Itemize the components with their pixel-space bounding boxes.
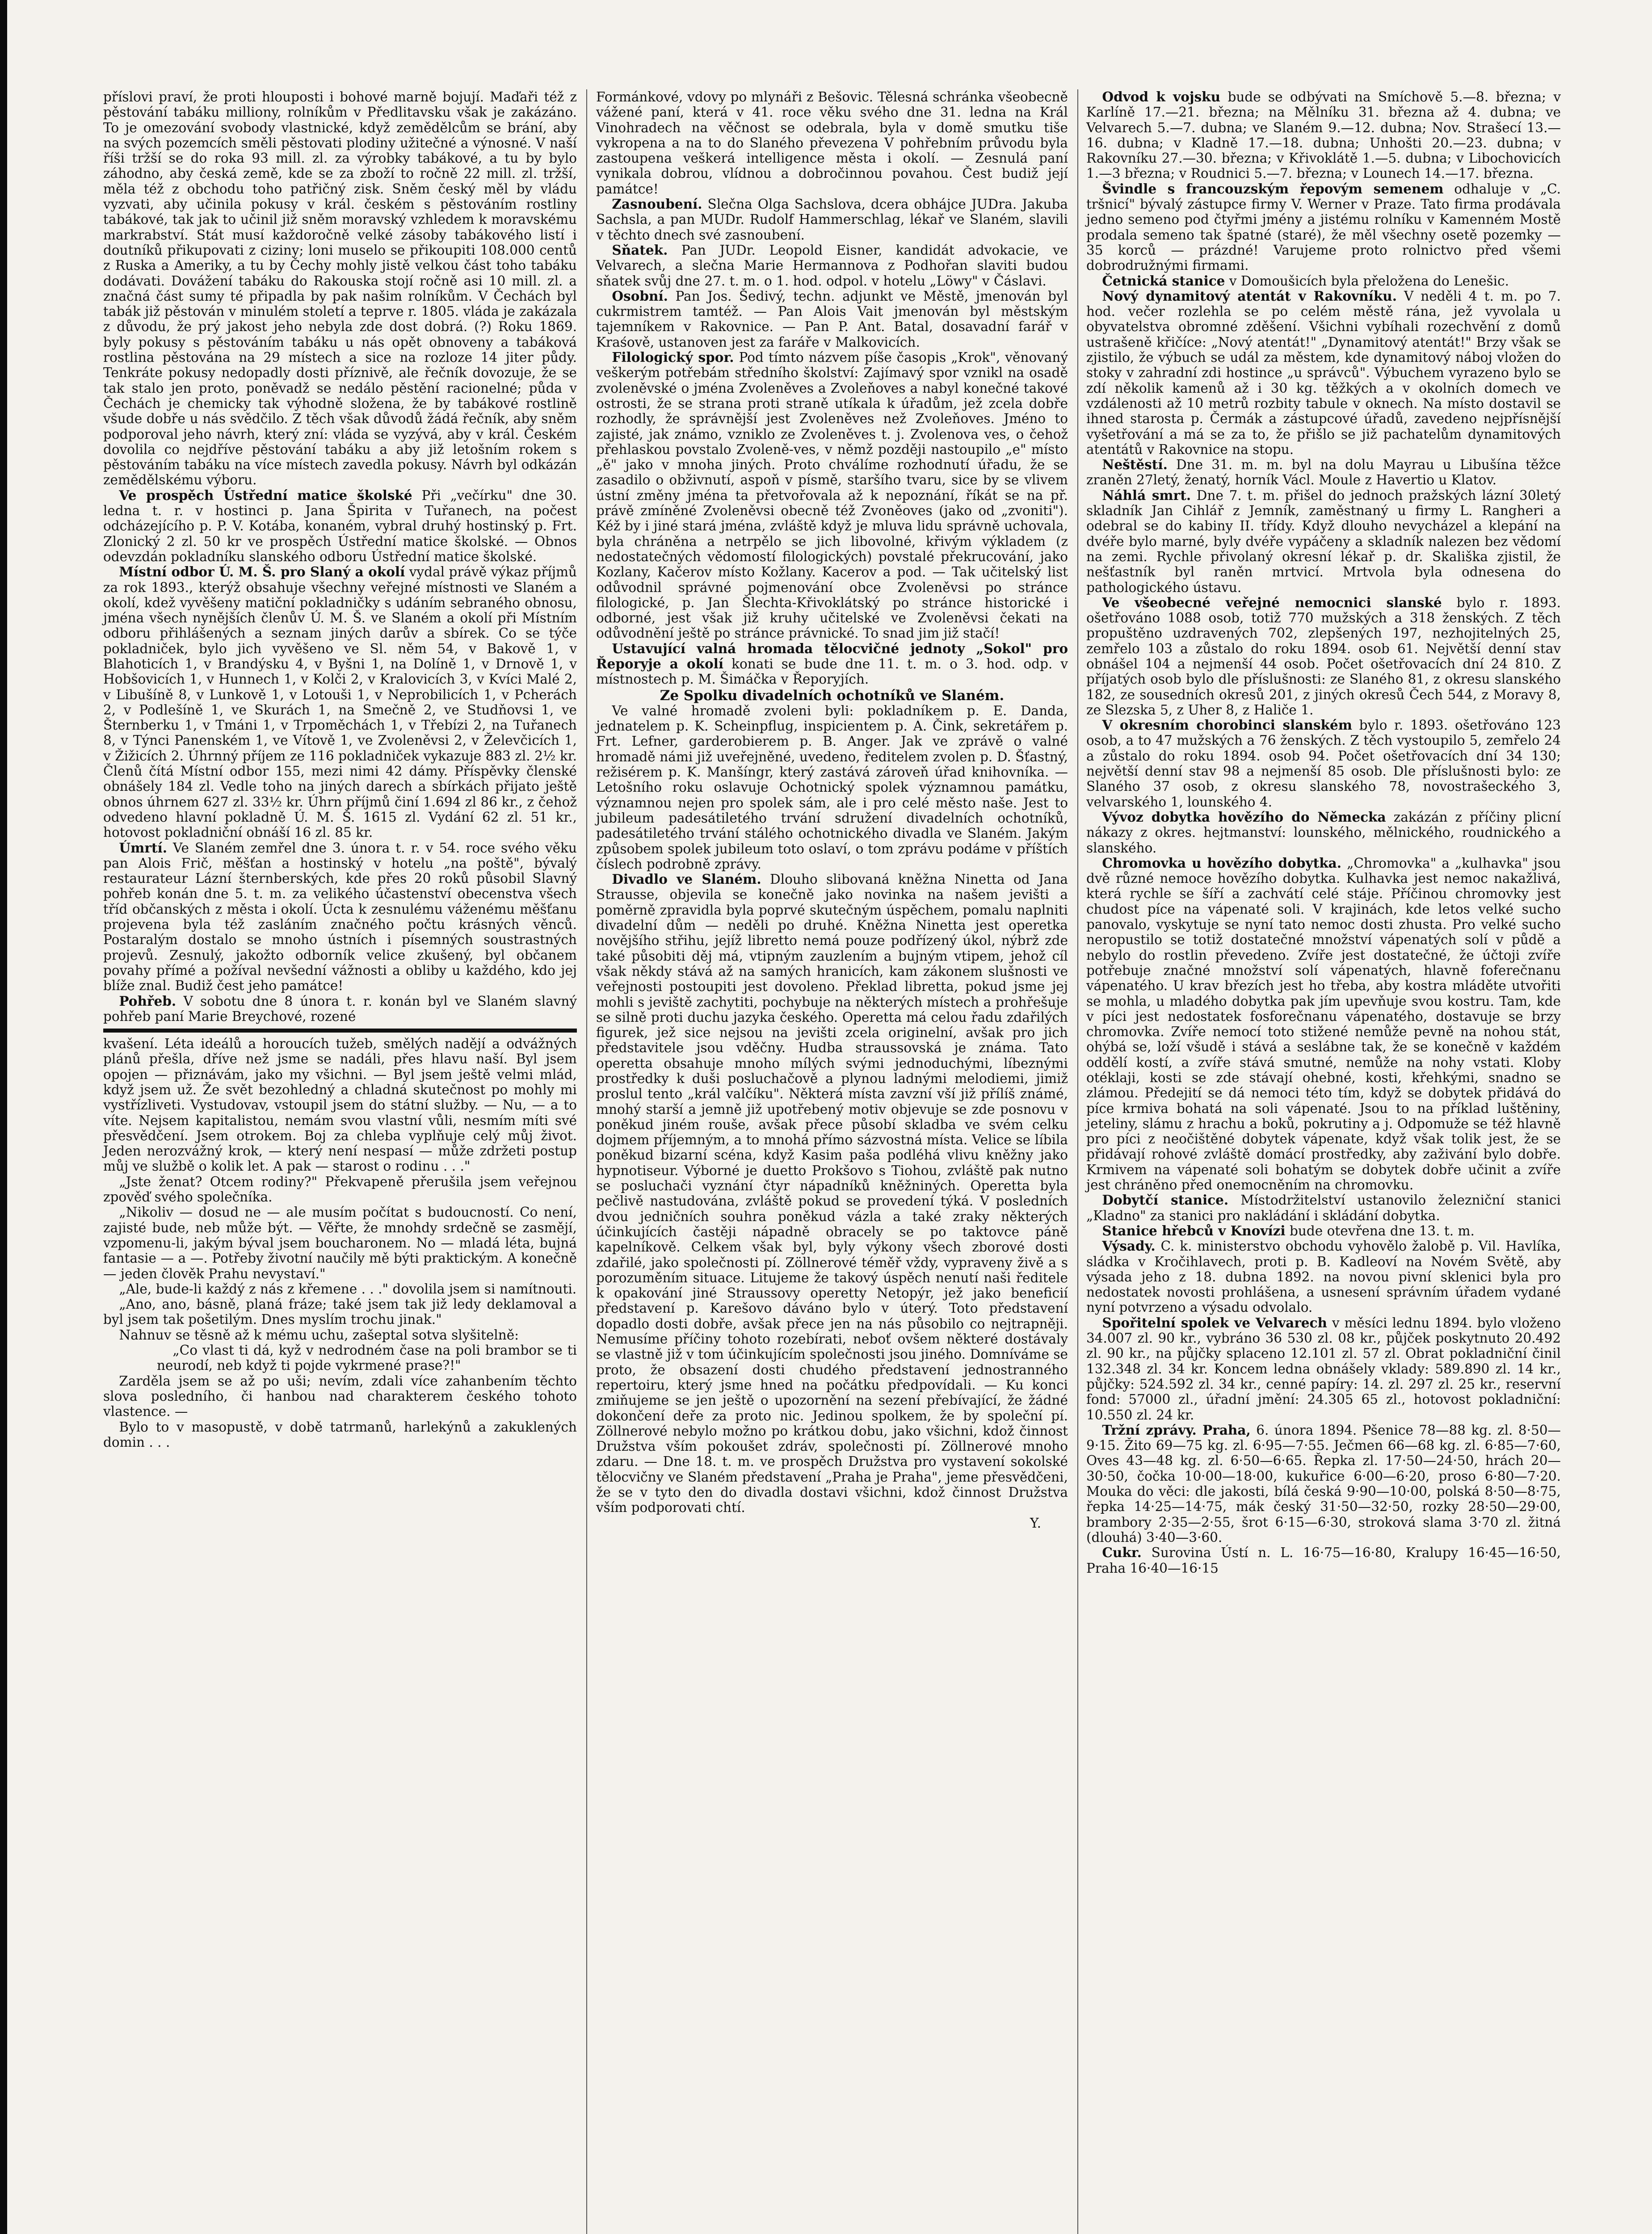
heading-valna-hromada: Ustavující valná hromada tělocvičné jednoty „Sokol" pro Řeporyje a okolí	[596, 640, 1068, 672]
heading-filologicky-spor: Filologický spor.	[612, 349, 734, 365]
text-svindle: odhaluje v „C. tršnicí" bývalý zástupce firmy V. Werner v Praze. Tato firma prodávala jedno semeno pod čtyřmi jmény a jistému rolníku v Kamenném Mostě prodala semeno tak špatné (staré), že měl všechny osetě pozemky — 35 korců — prázdné! Varujeme proto rolnictvo před všemi dobrodružnými firmami.	[1086, 181, 1561, 273]
article-formankova: Formánkové, vdovy po mlynáři z Bešovic. Tělesná schránka všeobecně vážené paní, která v 41. roce věku svého dne 31. ledna na Král Vinohradech na věčnost se odebrala, byla v domě smutku tiše vykropena a na to do Slaného převezena V pohřebním průvodu byla zastoupena veškerá intelligence města i okolí. — Zesnulá paní vynikala dobrou, vlídnou a dobročinnou povahou. Čest budiž její památce!	[596, 89, 1068, 197]
heading-chorobinec: V okresním chorobinci slanském	[1102, 717, 1352, 733]
heading-odvod: Odvod k vojsku	[1102, 89, 1221, 105]
text-snatek: Pan JUDr. Leopold Eisner, kandidát advokacie, ve Velvarech, a slečna Marie Hermannova z Podhořan slaviti budou sňatek svůj dne 27. t. m. o 1. hod. odpol. v hotelu „Löwy" v Čáslavi.	[596, 242, 1068, 289]
article-chromovka	[1086, 856, 1561, 1193]
heading-divadlo: Divadlo ve Slaném.	[612, 871, 761, 887]
feuilleton-paragraph: Bylo to v masopustě, v době tatrmanů, harlekýnů a zakuklených domin . . .	[103, 1419, 577, 1450]
text-stanice-hrebcu: bude otevřena dne 13. t. m.	[1290, 1223, 1475, 1239]
article-cukr	[1086, 1545, 1561, 1576]
heading-osobni: Osobní.	[612, 288, 668, 304]
text-nestesti: Dne 31. m. m. byl na dolu Mayrau u Libušína těžce zraněn 27letý, ženatý, horník Václ. Moule z Havertio u Klatov.	[1086, 457, 1561, 488]
text-vyvoz: zakázán z příčiny plicní nákazy z okres. hejtmanství: lounského, mělnického, roudnického a slanského.	[1086, 809, 1561, 856]
text-spolek-ochotniku: Ve valné hromadě zvoleni byli: pokladníkem p. E. Danda, jednatelem p. K. Scheinpflug, inspicientem p. A. Čink, sekretářem p. Frt. Lefner, garderobierem p. B. Anger. Jak ve zprávě o valné hromadě námi již uveřejněné, uvedeno, ředitelem zvolen p. D. Šťastný, režisérem p. K. Manšíngr, který zastává zároveň úřad knihovníka. — Letošního roku oslavuje Ochotnický spolek významnou památku, významnou nejen pro spolek sám, ale i pro celé město naše. Jest to jubileum padesátiletého trvání sdružení divadelních ochotníků, padesátiletého trvání stálého ochotnického divadla ve Slaném. Jakým způsobem spolek jubileum toto oslaví, o tom zprávu podáme v příštích číslech podrobně zprávy.	[596, 703, 1068, 872]
heading-vysady: Výsady.	[1102, 1238, 1156, 1254]
article-atentat	[1086, 289, 1561, 457]
heading-matice: Ve prospěch Ústřední matice školské	[119, 487, 412, 503]
heading-cetnicka: Četnická stanice	[1102, 273, 1225, 289]
heading-snatek: Sňatek.	[612, 242, 668, 258]
heading-vyvoz: Vývoz dobytka hovězího do Německa	[1102, 809, 1386, 825]
heading-cukr: Cukr.	[1102, 1545, 1142, 1561]
column-1	[103, 89, 577, 1450]
article-chorobinec	[1086, 718, 1561, 810]
article-matice	[103, 488, 577, 564]
text-matice: Při „večírku" dne 30. ledna t. r. v hostinci p. Jana Špirita v Tuřanech, na počest odcházejícího p. P. V. Kotába, konaném, vybral druhý hostinský p. Frt. Zlonický 2 zl. 50 kr ve prospěch Ústřední matice školské. — Obnos odevzdán pokladníku slanského odboru Ústřední matice školské.	[103, 487, 577, 564]
article-odvod	[1086, 89, 1561, 181]
article-nemocnice	[1086, 595, 1561, 718]
text-cukr: Surovina Ústí n. L. 16·75—16·80, Kralupy 16·45—16·50, Praha 16·40—16·15	[1086, 1545, 1561, 1576]
article-stanice-hrebcu	[1086, 1223, 1561, 1239]
heading-dobytci-stanice: Dobytčí stanice.	[1102, 1192, 1229, 1208]
article-filologicky-spor	[596, 350, 1068, 641]
article-valna-hromada	[596, 641, 1068, 687]
text-odbor: vydal právě výkaz příjmů za rok 1893., kterýž obsahuje všechny veřejné místnosti ve Slaném a okolí, kdež vyvěšeny matiční pokladničky s udáním sebraného obnosu, jména všech nynějších členův Ú. M. Š. ve Slaném a okolí při Místním odboru přihlášených a seznam jiných darův a sbírek. Co se týče pokladniček, bylo jich vyvěšeno ve Sl. něm 54, v Bakově 1, v Blahoticích 1, v Brandýsku 4, v Byšni 1, na Dolíně 1, v Drnově 1, v Hobšovicích 1, v Hunnech 1, v Kolči 2, v Kralovicích 3, v Kvíci Malé 2, v Libušíně 8, v Lunkově 1, v Lotouši 1, v Neprobilicích 1, v Pcherách 2, v Podlešíně 1, ve Skurách 1, na Smečně 2, ve Studňovsi 1, ve Šternberku 1, v Tmáni 1, v Trpoměchách 1, v Třebízi 2, na Tuřanech 8, v Týnci Panenském 1, ve Vítově 1, ve Zvoleněvsi 2, v Želevčicích 1, v Žižicích 2. Úhrnný příjem ze 116 pokladniček vykazuje 883 zl. 2½ kr. Členů čítá Místní odbor 155, mezi nimi 42 dámy. Příspěvky členské obnášely 184 zl. Vedle toho na jiných darech a sbírkách přijato ještě obnos úhrnem 627 zl. 33½ kr. Úhrn příjmů činí 1.694 zl 86 kr., z čehož odvedeno hlavní pokladně Ú. M. Š. 1615 zl. Vydání 62 zl. 51 kr., hotovost pokladniční obnáší 16 zl. 85 kr.	[103, 564, 577, 840]
article-umrti	[103, 840, 577, 994]
article-cetnicka	[1086, 273, 1561, 289]
text-umrti: Ve Slaném zemřel dne 3. února t. r. v 54. roce svého věku pan Alois Frič, měšťan a hostinský v hotelu „na poště", bývalý restaurateur Lázní šternberských, kde přes 20 roků působil Slavný pohřeb konán dne 5. t. m. za velikého účastenství obecenstva všech tříd občanských z města i okolí. Úcta k zesnulému váženému měšťanu projevena byla též zasláním značného počtu krásných věnců. Postaralým dostalo se mnoho ústních i písemných soustrastných projevů. Zesnulý, jakožto odborník velice zkušený, byl občanem povahy přímé a požíval nevšední vážnosti a obliby u každého, kdo jej blíže znal. Budiž čest jeho památce!	[103, 840, 577, 994]
text-nahla-smrt: Dne 7. t. m. přišel do jednoch pražských lázní 30letý skladník Jan Cihlář z Jemník, zaměstnaný u firmy L. Rangheri a odebral se do kabiny II. třídy. Když dlouho nevycházel a klepání na dvéře bylo marné, byly dvéře vypáčeny a skladník nalezen bez vědomí na zemi. Rychle přivolaný okresní lékař p. dr. Skališka zjistil, že nešťastník byl raněn mrtvicí. Mrtvola byla odnesena do pathologického ústavu.	[1086, 487, 1561, 595]
text-cetnicka: v Domoušicích byla přeložena do Lenešic.	[1229, 273, 1509, 289]
heading-pohreb: Pohřeb.	[119, 993, 177, 1009]
text-osobni: Pan Jos. Šedivý, techn. adjunkt ve Městě, jmenován byl cukrmistrem tamtéž. — Pan Alois Vait jmenován byl městským tajemníkem v Rakovnice. — Pan P. Ant. Batal, dosavadní farář v Kraśově, ustanoven jest za faráře v Malkovicích.	[596, 288, 1068, 350]
column-2	[596, 89, 1068, 1531]
heading-nemocnice: Ve všeobecné veřejné nemocnici slanské	[1102, 594, 1442, 610]
column-separator	[1077, 89, 1078, 2234]
column-3	[1086, 89, 1561, 1576]
article-osobni	[596, 289, 1068, 350]
article-signature: Y.	[1030, 1515, 1041, 1531]
heading-sporitelni: Spořitelní spolek ve Velvarech	[1102, 1314, 1327, 1331]
text-dobytci-stanice: Místodržitelství ustanovilo železniční stanici „Kladno" za stanici pro nakládání i skládání dobytka.	[1086, 1193, 1561, 1223]
feuilleton-paragraph: „Nikoliv — dosud ne — ale musím počítat s budoucností. Co není, zajisté bude, neb může být. — Věřte, že mnohdy srdečně se zasmějí, vzpomenu-li, jakým býval jsem boucharonem. No — mladá léta, bujná fantasie — a —. Potřeby životní naučily mě býti praktickým. A konečně — jeden člověk Prahu nevystaví."	[103, 1205, 577, 1281]
text-nemocnice: bylo r. 1893. ošetřováno 1088 osob, totiž 770 mužských a 318 ženských. Z těch propuštěno uzdravených 702, zlepšených 197, nezhojitelných 25, zemřelo 103 a zůstalo do roku 1894. osob 61. Největší denní stav obnášel 104 a nejmenší 44 osob. Počet ošetřovacích dní 24 810. Z příjatých osob bylo dle příslušnosti: ze Slaného 81, z okresu slanského 182, ze sousedních okresů 201, z jiných okresů Čech 544, z Moravy 8, ze Slezska 5, z Uher 8, z Haliče 1.	[1086, 595, 1561, 718]
heading-chromovka: Chromovka u hovězího dobytka.	[1102, 855, 1342, 871]
heading-atentat: Nový dynamitový atentát v Rakovníku.	[1102, 288, 1397, 304]
article-divadlo	[596, 872, 1068, 1515]
feuilleton-verse: „Co vlast ti dá, kyž v nedrodném čase na poli brambor se ti neurodí, neb když ti pojde vykrmené prase?!"	[157, 1343, 577, 1373]
text-chorobinec: bylo r. 1893. ošetřováno 123 osob, a to 47 mužských a 76 ženských. Z těch vystoupilo 5, zemřelo 24 a zůstalo do roku 1894. osob 94. Počet ošetřovacích dní 34 130; největší denní stav 98 a nejmenší 85 osob. Dle příslušnosti bylo: ze Slaného 37 osob, z okresu slanského 78, novostrašeckého 3, velvarského 1, lounského 4.	[1086, 718, 1561, 810]
heading-svindle: Švindle s francouzským řepovým semenem	[1102, 181, 1444, 197]
feuilleton-paragraph: Zarděla jsem se až po uši; nevím, zdali více zahanbením těchto slova posledního, či hanbou nad charakterem českého tohoto vlastence. —	[103, 1373, 577, 1419]
heading-stanice-hrebcu: Stanice hřebců v Knovízi	[1102, 1222, 1286, 1239]
text-atentat: V neděli 4 t. m. po 7. hod. večer rozlehla se po celém městě rána, jež vyvolala u obyvatelstva obromné zděšení. Všichni vybíhali rozechvění z domů ustrašeně křičíce: „Nový atentát!" „Dynamitový atentát!" Brzy však se zjistilo, že výbuch se udál za městem, kde dynamitový náboj vložen do stoky v zahradní zdi hostince „u správců". Výbuchem vyrazeno bylo se zdí několik kamenů až i 30 kg. těžkých a v okolních domech ve vzdálenosti až 10 metrů rozbity tabule v oknech. Na místo dostavil se ihned starosta p. Čermák a zástupcové úřadů, zavedeno nejpřísnější vyšetřování a má se za to, že přišlo se již pachatelům dynamitových atentátů v Rakovnice na stopu.	[1086, 288, 1561, 457]
article-snatek	[596, 243, 1068, 289]
text-sporitelni: v měsíci lednu 1894. bylo vloženo 34.007 zl. 90 kr., vybráno 36 530 zl. 08 kr., půjček poskytnuto 20.492 zl. 90 kr., na půjčky splaceno 12.101 zl. 57 zl. Obrat pokladniční činil 132.348 zl. 34 kr. Koncem ledna obnášely vklady: 589.890 zl. 14 kr., půjčky: 524.592 zl. 34 kr., cenné papíry: 14. zl. 297 zl. 25 kr., reservní fond: 57000 zl., úřadní jmění: 24.305 65 zl., hotovost pokladniční: 10.550 zl. 24 kr.	[1086, 1315, 1561, 1423]
text-vysady: C. k. ministerstvo obchodu vyhovělo žalobě p. Vil. Havlíka, sládka v Kročihlavech, proti p. B. Kadleoví na Novém Světě, aby výsada jeho z 18. dubna 1892. na novou pivní sklenici byla pro nedostatek novosti prohlášena, a usnesení správním úřadem vydané nyní potvrzeno a výsadu odvolalo.	[1086, 1239, 1561, 1315]
text-filologicky-spor: Pod tímto názvem píše časopis „Krok", věnovaný veškerým potřebám středního školství: Zajímavý spor vznikl na osadě zvoleněvské o jména Zvoleněves a Zvoleňoves a nabyl konečné takové ostrosti, že se strana proti straně utíkala k úřadům, jež zcela dobře rozhodly, že správnější jest Zvoleněves než Zvoleňoves. Jméno to zajisté, jak známo, vzniklo ze Zvoleněves t. j. Zvolenova ves, o čehož přehlaskou povstalo Zvoleně-ves, v němž později nastoupilo „e" místo „ě" jako v mnoha jiných. Proto chválíme rozhodnutí úřadu, že se zasadilo o obživnutí, aspoň v písmě, staršího tvaru, sice by se vlivem ústní změny jména ta přetvořovala až k nepoznání, říkát se na př. právě zmíněné Zvoleněvsi obecně též Zvoněoves (jako od „zvoniti"). Kéž by i jiné stará jména, zvláště když je mluva lidu správně uchovala, byla chráněna a netrpělo se jich libovolné, křivým výkladem (z nedostatečných vědomostí filologických) povstalé překrucování, jako Kozlany, Kačerov místo Kožlany. Kacerov a pod. — Tak učitelský list odůvodnil správné pojmenování obce Zvoleněvsi po stránce filologické, p. Jan Šlechta-Křivoklátský po stránce historické i odborné, jest však již kruhy učitelské ve Zvoleněvsi čekati na odůvodnění ještě po stránce právnické. To snad jim již stačí!	[596, 350, 1068, 641]
article-odbor	[103, 564, 577, 840]
text-divadlo: Dlouho slibovaná kněžna Ninetta od Jana Strausse, objevila se konečně jako novinka na našem jevišti a poměrně zpravidla byla poprvé skutečným úspěchem, pomalu naplniti divadelní dům — neděli po druhé. Kněžna Ninetta jest operetka novějšího střihu, jejíž libretto nemá pouze podřízený úkol, nýbrž zde také působiti děj má, vtipným zauzlením a bujným vtipem, jehož cíl však někdy stává až na samých hranicích, kam zákonem slušnosti ve veřejnosti postoupiti jest dovoleno. Překlad libretta, pokud jsme jej mohli s jeviště zachytiti, pochybuje na některých místech a prohřešuje se silně proti duchu jazyka českého. Operetta má celou řadu zdařilých figurek, jež sice nejsou na jevišti zcela originelní, avšak pro jich představitele jsou vděčny. Hudba straussovská je známa. Tato operetta obsahuje mnoho mílých svými jednoduchými, líbeznými prostředky k duši posluchačově a plynou ladnými melodiemi, jimiž proslul tento „král valčíku". Některá místa zavzní vší již přílíš známé, mnohý starší a jemně již upotřebený motiv objevuje se zde posnovu v poněkud jiném rouše, avšak přece působí skladba ve svém celku dojmem příjemným, a to mnohá přímo sázvostná místa. Velice se líbila poněkud bizarní scéna, když Kasim paša podléhá vlivu kněžny jako hypnotiseur. Výborné je duetto Prokšovo s Tiohou, zvláště pak nutno se posluchači vyznání čtyr nápadníků kněžniných. Operetta byla pečlivě nastudována, zvláště pokud se provedení týká. V posledních dvou jedničních souhra poněkud vázla a také zraky některých účinkujících častěji nápadně obracely se po taktovce páně kapelníkově. Celkem však byl, byly výkony všech zborové dosti zdařilé, jako společnosti pí. Zöllnerové téměř vždy, vypraveny živě a s porozuměním situace. Litujeme že takový úspěch nenutí naši ředitele k opakování jiné Straussovy operetty Netopýr, jež jako beneficií představení p. Karešovo dáváno bylo v úterý. Toto představení dopadlo dosti dobře, avšak přece jen na nás působilo co nejtrapněji. Nemusíme příčiny tohoto rozebírati, neboť ovšem některé dostávaly se vlastně již v tom účinkujícím společnosti jsou jiného. Domníváme se proto, že obsazení dosti chudého představení jednostranného repertoiru, který jsme hned na počátku předpovídali. — Ku konci zmiňujeme se jen ještě o upozornění na sezení přebívající, že žádné dokončení deře za proto nic. Jedinou spolkem, že by společní pí. Zöllnerové nebylo možno po krátkou dobu, jako všichni, kdož činnost Družstva vším pokoušet zdráv, společnosti pí. Zöllnerové mnoho zdaru. — Dne 18. t. m. ve prospěch Družstva pro vystavení sokolské tělocvičny ve Slaném představení „Praha je Praha", jeme přesvědčeni, že se v tyto den do divadla dostavi všichni, kdož činnost Družstva vším podporovati chtí.	[596, 872, 1068, 1516]
article-sporitelni	[1086, 1315, 1561, 1423]
heading-odbor: Místní odbor Ú. M. Š. pro Slaný a okolí	[119, 564, 405, 580]
text-valna-hromada: konati se bude dne 11. t. m. o 3. hod. odp. v místnostech p. M. Šimáčka v Řeporyjích.	[596, 656, 1068, 687]
feuilleton-paragraph: kvašení. Léta ideálů a horoucích tužeb, smělých nadějí a odvážných plánů přešla, dříve než jsme se nadáli, přes hlavu naší. Byl jsem opojen — přiznávám, jako my všichni. — Byl jsem ještě velmi mlád, když jsem už. Že svět bezohledný a chladná skutečnost po mohly mi vystřízliveti. Vystudovav, vstoupil jsem do státní služby. — Nu, — a to víte. Nejsem kapitalistou, nemám svou vlastní vůli, nesmím míti své přesvědčení. Jsem otrokem. Boj za chleba vyplňuje celý můj život. Jeden nerozvážný krok, — který není nespasí — může zdržeti postup můj ve službě o kolik let. A pak — starost o rodinu . . ."	[103, 1036, 577, 1174]
feuilleton-paragraph: „Ale, bude-li každý z nás z křemene . . ." dovolila jsem si namítnouti.	[119, 1281, 577, 1297]
text-chromovka: „Chromovka" a „kulhavka" jsou dvě různé nemoce hovězího dobytka. Kulhavka jest nemoc nakažlivá, která rychle se šíří a zachvátí celé stáje. Příčinou chromovky jest chudost píce na vápenaté soli. V krajinách, kde letos velké sucho panovalo, vyskytuje se nyní tato nemoc dosti zhusta. Pro velké sucho neropustilo se totiž dostatečné množství vápenatých solí v půdě a nebylo do rostlin převedeno. Zvíře jest dostatečné, že účtoji zvíře potřebuje značné množství solí vápenatých, hlavně foferečnanu vápenatého. U krav březích jest ho třeba, aby kostra mláděte utvořiti se mohla, u mladého dobytka pak jím upevňuje svou kostru. Tam, kde v píci jest nedostatek fosforečnanu vápenatého, dostavuje se brzy chromovka. Zvíře nemocí toto stižené nemůže pevně na nohou stát, ohýbá se, loží všudě i stává a seslábne tak, že se konečně v každém oddělí kostí, a zvíře stává smutné, nemůže na nohy vstati. Kloby otéklaji, kosti se zde stávají ohebné, kosti, křehkými, snadno se zlámou. Předejití se dá nemoci této tím, když se dobytek přidává do píce krmiva bohatá na soli vápenaté. Jsou to na příklad luštěniny, jeteliny, slámu z hrachu a boků, pokrutiny a j. Odpomuže se též hlavně pro píci z neočištěné dobytek vápenate, když však tolik jest, že se přidávají rohové zvláště domácí prostředky, aby zaživání bylo dobře. Krmivem na vápenaté soli bohatým se dobytek dobře učinit a zvíře jest chráněno před onemocněním na chromovku.	[1086, 855, 1561, 1193]
text-odvod: bude se odbývati na Smíchově 5.—8. března; v Karlíně 17.—21. března; na Mělníku 31. března až 4. dubna; ve Velvarech 5.—7. dubna; ve Slaném 9.—12. dubna; Nov. Strašecí 13.—16. dubna; v Kladně 17.—18. dubna; Unhošti 20.—23. dubna; v Rakovníku 27.—30. března; v Křivoklátě 1.—5. dubna; v Libochovicích 1.—3 března; v Roudnici 5.—7. března; v Lounech 14.—17. března.	[1086, 89, 1561, 181]
feuilleton-divider	[103, 1029, 577, 1033]
article-trzni	[1086, 1423, 1561, 1545]
article-dobytci-stanice	[1086, 1193, 1561, 1223]
text-trzni: 6. února 1894. Pšenice 78—88 kg. zl. 8·50—9·15. Žito 69—75 kg. zl. 6·95—7·55. Ječmen 66—68 kg. zl. 6·85—7·60, Oves 43—48 kg. zl. 6·50—6·65. Řepka zl. 17·50—24·50, hrách 20—30·50, čočka 10·00—18·00, kukuřice 6·00—6·20, proso 6·80—7·20. Mouka do věci: dle jakosti, bílá česká 9·90—10·00, polská 8·50—8·75, řepka 14·25—14·75, mák český 31·50—32·50, rozky 28·50—29·00, brambory 2·35—2·55, šrot 6·15—6·30, stroková slama 3·70 zl. žitná (dlouhá) 3·40—3·60.	[1086, 1422, 1561, 1545]
article-nahla-smrt	[1086, 488, 1561, 595]
article-pohreb	[103, 994, 577, 1025]
feuilleton-paragraph: „Jste ženat? Otcem rodiny?" Překvapeně přerušila jsem veřejnou zpověď svého společníka.	[103, 1174, 577, 1205]
heading-spolek-ochotniku: Ze Spolku divadelních ochotníků ve Slaném.	[660, 687, 1005, 704]
article-vyvoz	[1086, 810, 1561, 856]
article-zasnoubeni	[596, 197, 1068, 243]
heading-zasnoubeni: Zasnoubení.	[612, 196, 702, 212]
text-pohreb: V sobotu dne 8 února t. r. konán byl ve Slaném slavný pohřeb paní Marie Breychové, rozené	[103, 993, 577, 1024]
article-nestesti	[1086, 457, 1561, 488]
feuilleton-paragraph: Nahnuv se těsně až k mému uchu, zašeptal sotva slyšitelně:	[119, 1327, 519, 1343]
heading-umrti: Úmrtí.	[119, 840, 167, 856]
text-zasnoubeni: Slečna Olga Sachslova, dcera obhájce JUDra. Jakuba Sachsla, a pan MUDr. Rudolf Hammerschlag, lékař ve Slaném, slavili v těchto dnech své zasnoubení.	[596, 197, 1068, 243]
article-vysady	[1086, 1239, 1561, 1315]
heading-trzni: Tržní zprávy. Praha,	[1102, 1422, 1251, 1438]
heading-nahla-smrt: Náhlá smrt.	[1102, 487, 1191, 503]
article-tobacco: příslovi praví, že proti hlouposti i bohové marně bojují. Maďaři též z pěstování tabáku milliony, rolníkům v Předlitavsku však je zakázáno. To je omezování svobody vlastnické, když zemědělcům se brání, aby na svých pozemcích směli pěstovati plodiny užitečné a výnosné. V naší říši tržší se do roka 93 mill. zl. za výrobky tabákové, a tu by bylo záhodno, aby česká země, kde se za zboží to ročně 22 mill. zl. tržší, měla též z obchodu toho patřičný zisk. Sněm český měl by vládu vyzvati, aby učinila pokusy v král. českém s pěstováním rostliny tabákové, tak jak to učinil již sněm moravský vzhledem k moravskému markrabství. Stát musí každoročně velké zásoby tabákového listí i doutníků přikupovati z ciziny; loni muselo se přikoupiti 108.000 centů z Ruska a Ameriky, a tu by Čechy mohly jistě velkou část toho tabáku dodávati. Dovážení tabáku do Rakouska stojí ročně asi 10 mill. zl. a značná část sumy té připadla by pak našim rolníkům. V Čechách byl tabák již pěstován v minulém století a teprve r. 1805. vláda je zakázala z důvodu, že prý jakost jeho nebyla zde dost dobrá. (?) Roku 1869. byly pokusy s pěstováním tabáku u nás opět obnoveny a tabáková rostlina pěstována na 29 místech a sice na rozloze 14 jiter půdy. Tenkráte pokusy nedopadly dosti příznivě, ale řečník dovozuje, že se tak stalo jen proto, poněvadž se nedálo pěstění racionelné; půda v Čechách je chemicky tak výhodně složena, že by tabákové rostlině všude dobře u nás svědčilo. Z těch však důvodů žádá řečník, aby sněm podporoval jeho návrh, který zní: vláda se vyzývá, aby v král. Českém dovolila co nejdříve pěstování tabáku a aby již letošním rokem s pěstováním tabáku na více místech zavedla pokusy. Návrh byl odkázán zemědělskému výboru.	[103, 89, 577, 488]
feuilleton-paragraph: „Ano, ano, básně, planá fráze; také jsem tak již ledy deklamoval a byl jsem tak pošetilým. Dnes myslím trochu jinak."	[103, 1297, 577, 1327]
heading-nestesti: Neštěstí.	[1102, 457, 1168, 473]
article-svindle	[1086, 181, 1561, 273]
column-separator	[586, 89, 587, 2234]
